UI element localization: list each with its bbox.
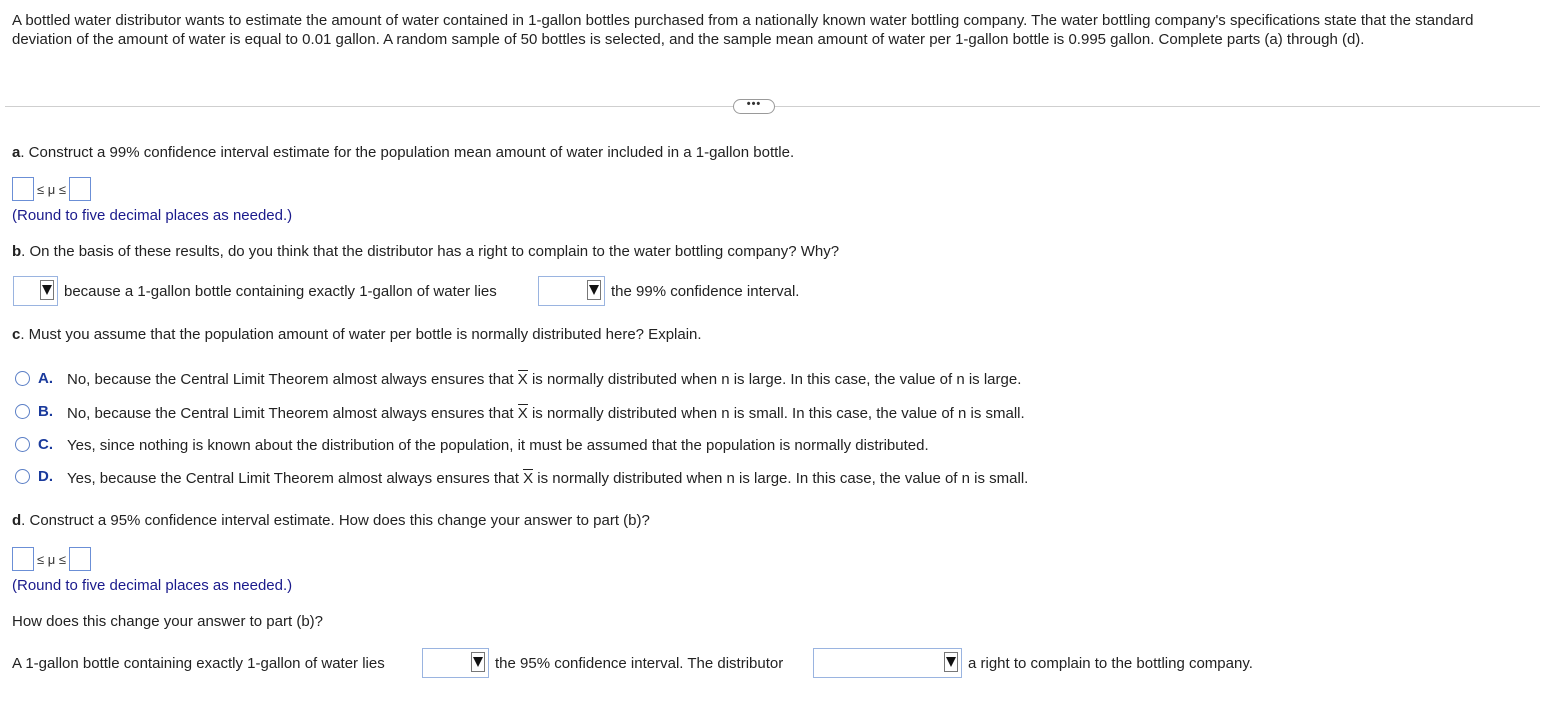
option-a-text-pre: No, because the Central Limit Theorem almost always ensures that [67,371,518,388]
part-d-hint: (Round to five decimal places as needed.) [12,577,293,594]
part-d-text-2: the 95% confidence interval. The distributor [495,655,784,672]
part-a-question [12,144,794,161]
part-a-upper-input[interactable] [69,177,91,201]
part-d-text-3: a right to complain to the bottling company. [968,655,1253,672]
part-b-dropdown-2[interactable] [538,276,605,306]
x-bar-symbol: X [517,405,528,422]
part-c-letter: c [12,326,21,343]
option-b-letter: B. [38,403,53,420]
part-a-lower-input[interactable] [12,177,34,201]
part-d-letter: d [12,512,22,529]
part-b-text-1: because a 1-gallon bottle containing exactly 1-gallon of water lies [64,283,497,300]
part-a-letter: a [12,144,21,161]
part-d-followup: How does this change your answer to part (b)? [12,613,323,630]
part-d-upper-input[interactable] [69,547,91,571]
option-b-text-post: is normally distributed when n is small. In this case, the value of n is small. [527,405,1025,422]
part-d-question [12,512,650,529]
x-bar-symbol: X [523,470,534,487]
part-d-text-1: A 1-gallon bottle containing exactly 1-gallon of water lies [12,655,385,672]
option-b-text [67,405,1025,422]
part-a-text: . Construct a 99% confidence interval estimate for the population mean amount of water included in a 1-gallon bottle. [20,144,795,161]
option-a-text-post: is normally distributed when n is large. In this case, the value of n is large. [527,371,1022,388]
part-d-interval [12,547,91,571]
part-c-question [12,326,702,343]
radio-c[interactable] [15,437,30,452]
part-a-hint: (Round to five decimal places as needed.) [12,207,293,224]
part-d-dropdown-1[interactable] [422,648,489,678]
part-b-question [12,243,839,260]
option-c-letter: C. [38,436,53,453]
radio-a[interactable] [15,371,30,386]
more-options-button[interactable]: ••• [733,99,775,114]
mu-inequality: ≤ μ ≤ [37,551,66,567]
option-d-text-pre: Yes, because the Central Limit Theorem almost always ensures that [67,470,524,487]
part-d-dropdown-2[interactable] [813,648,962,678]
chevron-down-icon [587,280,601,300]
part-d-lower-input[interactable] [12,547,34,571]
radio-d[interactable] [15,469,30,484]
part-b-letter: b [12,243,22,260]
part-b-dropdown-1[interactable] [13,276,58,306]
part-a-interval [12,177,91,201]
option-d-letter: D. [38,468,53,485]
part-b-text-2: the 99% confidence interval. [611,283,800,300]
option-d-text-post: is normally distributed when n is large. In this case, the value of n is small. [533,470,1029,487]
chevron-down-icon [944,652,958,672]
option-a-text [67,371,1021,388]
part-c-text: . Must you assume that the population amount of water per bottle is normally distributed here? Explain. [20,326,702,343]
mu-inequality: ≤ μ ≤ [37,181,66,197]
part-b-text: . On the basis of these results, do you think that the distributor has a right to complain to the water bottling company? Why? [21,243,840,260]
option-c-text: Yes, since nothing is known about the distribution of the population, it must be assumed that the population is normally distributed. [67,437,929,454]
chevron-down-icon [40,280,54,300]
option-d-text [67,470,1028,487]
chevron-down-icon [471,652,485,672]
radio-b[interactable] [15,404,30,419]
problem-statement: A bottled water distributor wants to estimate the amount of water contained in 1-gallon bottles purchased from a nationally known water bottling company. The water bottling company's specifications state that the standard deviation of the amount of water is equal to 0.01 gallon. A random sample of 50 bottles is selected, and the sample mean amount of water per 1-gallon bottle is 0.995 gallon. Complete parts (a) through (d). [12,12,1474,48]
part-d-text: . Construct a 95% confidence interval estimate. How does this change your answer to part (b)? [21,512,650,529]
option-b-text-pre: No, because the Central Limit Theorem almost always ensures that [67,405,518,422]
x-bar-symbol: X [517,371,528,388]
option-a-letter: A. [38,370,53,387]
